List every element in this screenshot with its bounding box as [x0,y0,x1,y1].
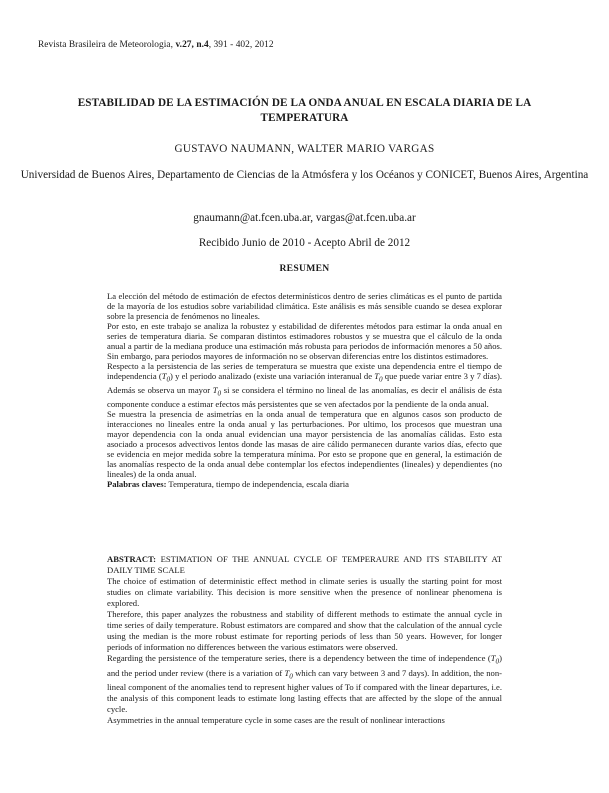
symbol-t0: $T_0$ [212,385,222,398]
journal-header [38,40,274,50]
abstract-body [107,554,502,726]
abstract-label: ABSTRACT: [107,554,157,564]
resumen-paragraph: Se muestra la presencia de asimetrías en la onda anual de temperatura que en algunos casos son producto de interacciones no lineales entre la onda anual y las perturbaciones. Por ultimo, los procesos que muestran una mayor dependencia con la onda anual evidencian una mayor persistencia de las anomalías cálidas. Esto esta asociado a procesos advectivos lentos donde las masas de aire cálido permanecen durante varios días, efecto que se evidencia en mejor medida sobre la temperatura mínima. Por esto se propone que en general, la estimación de las anomalías respecto de la onda anual debe contemplar los efectos independientes (lineales) y dependientes (no lineales) de la onda anual. [107,408,502,480]
journal-name: Revista Brasileira de Meteorologia, [38,40,174,50]
symbol-t0: $T_0$ [374,371,383,385]
abstract-title: ESTIMATION OF THE ANNUAL CYCLE OF TEMPERAURE AND ITS STABILITY AT DAILY TIME SCALE [107,554,502,575]
paper-title: ESTABILIDAD DE LA ESTIMACIÓN DE LA ONDA ANUAL EN ESCALA DIARIA DE LA TEMPERATURA [77,97,532,124]
resumen-paragraph: La elección del método de estimación de efectos determinísticos dentro de series climáticas es el punto de partida de la mayoría de los estudios sobre variabilidad climática. Este análisis es más sensible cuando se desea explorar sobre la presencia de fenómenos no lineales. [107,291,502,322]
symbol-t0: $T_0$ [284,667,293,681]
abstract-paragraph: The choice of estimation of deterministic effect method in climate series is usually the starting point for most studies on climate variability. This decision is more sensitive when the presence of nonlinear phenomena is explored. [107,576,502,608]
keywords [107,479,502,489]
abstract-paragraph: Therefore, this paper analyzes the robustness and stability of different methods to estimate the annual cycle in time series of daily temperature. Robust estimators are compared and show that the calculation of the annual cycle using the median is the more robust estimate for reporting periods of less than 50 years. However, for longer periods of information no differences between the various estimators were observed. [107,609,502,652]
affiliation: Universidad de Buenos Aires, Departamento de Ciencias de la Atmósfera y los Océanos y CONICET, Buenos Aires, Argentina [20,169,589,181]
author-emails: gnaumann@at.fcen.uba.ar, vargas@at.fcen.uba.ar [193,212,416,224]
received-dates: Recibido Junio de 2010 - Acepto Abril de 2012 [198,237,411,249]
keywords-text: Temperatura, tiempo de independencia, escala diaria [166,479,349,490]
abstract-heading [107,554,502,576]
resumen-paragraph: Respecto a la persistencia de las series de temperatura se muestra que existe una dependencia entre el tiempo de independencia $(T_0)$ y el periodo analizado (existe una variación interanual de $T_0$ que puede variar entre 3 y 7 días). Además se observa un mayor $T_0$ si se considera el término no lineal de las anomalías, es decir el análisis de ésta componente conduce a estimar efectos más persistentes que se ven afectados por la pendiente de la onda anual. [107,361,502,409]
abstract-paragraph: Asymmetries in the annual temperature cycle in some cases are the result of nonlinear interactions [107,715,445,726]
symbol-t0: $T_0$ [161,371,171,385]
resumen-heading: RESUMEN [279,263,330,274]
volume-issue: v.27, n.4 [175,40,209,50]
keywords-label: Palabras claves: [107,479,167,490]
symbol-t0: $T_0$ [490,653,500,666]
pages-year: , 391 - 402, 2012 [208,40,274,50]
resumen-paragraph: Por esto, en este trabajo se analiza la robustez y estabilidad de diferentes métodos para estimar la onda anual en series de temperatura diaria. Se comparan distintos estimadores robustos y se muestra que el cálculo de la onda anual a partir de la mediana produce una estimación más robusta para periodos de información menores a 50 años. Sin embargo, para periodos mayores de información no se observan diferencias entre los distintos estimadores. [107,321,502,362]
resumen-body [107,291,502,489]
abstract-paragraph: Regarding the persistence of the temperature series, there is a dependency between the time of independence $(T_0)$ and the period under review (there is a variation of $T_0$ which can vary between 3 and 7 days). In addition, the non-lineal component of the anomalies tend to represent higher values of To if compared with the linear departures, i.e. the analysis of this component leads to estimate long lasting effects that are affected by the slope of the annual cycle. [107,653,502,715]
authors: GUSTAVO NAUMANN, WALTER MARIO VARGAS [174,143,435,155]
